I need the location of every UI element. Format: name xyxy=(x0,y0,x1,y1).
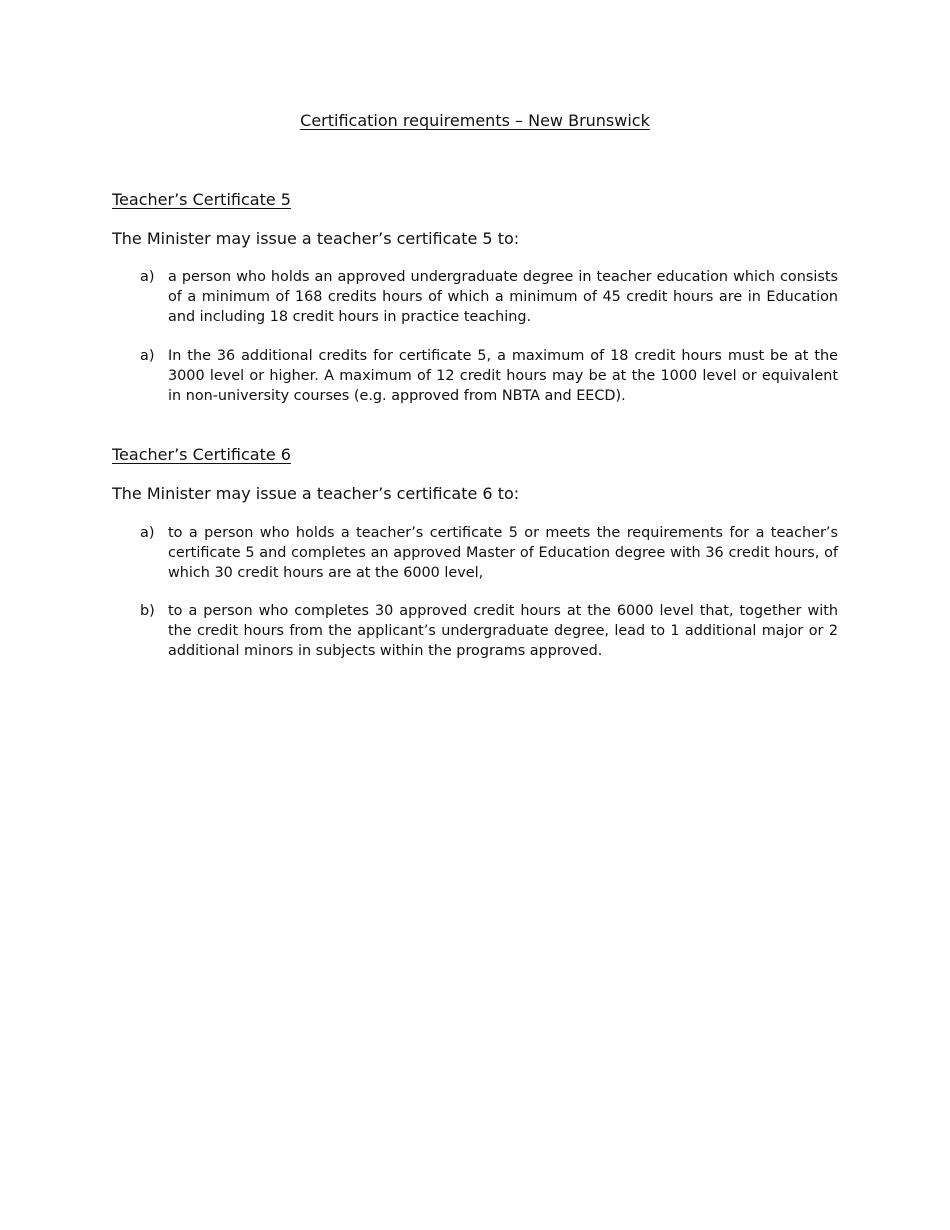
list-item-text: In the 36 additional credits for certificate 5, a maximum of 18 credit hours must be at the 3000 level or higher. A maximum of 12 credit hours may be at the 1000 level or equivalent in non-university courses (e.g. approved from NBTA and EECD). xyxy=(168,348,838,404)
section-heading-certificate-6: Teacher’s Certificate 6 xyxy=(112,445,291,464)
list-item xyxy=(140,602,838,661)
section-intro-certificate-6: The Minister may issue a teacher’s certificate 6 to: xyxy=(112,484,520,503)
list-item xyxy=(140,347,838,406)
list-item-text: a person who holds an approved undergraduate degree in teacher education which consists of a minimum of 168 credits hours of which a minimum of 45 credit hours are in Education and including 18 credit hours in practice teaching. xyxy=(168,269,838,325)
section-intro-certificate-5: The Minister may issue a teacher’s certificate 5 to: xyxy=(112,229,520,248)
list-item xyxy=(140,268,838,327)
list-item-text: to a person who holds a teacher’s certificate 5 or meets the requirements for a teacher’s certificate 5 and completes an approved Master of Education degree with 36 credit hours, of which 30 credit hours are at the 6000 level, xyxy=(168,525,838,581)
list-item xyxy=(140,524,838,583)
section-heading-certificate-5: Teacher’s Certificate 5 xyxy=(112,190,291,209)
list-item-marker: a) xyxy=(140,348,155,364)
document-title: Certification requirements – New Brunswick xyxy=(300,111,650,130)
document-title-wrapper xyxy=(0,110,950,132)
list-item-marker: b) xyxy=(140,603,155,619)
list-item-marker: a) xyxy=(140,269,155,285)
list-item-text: to a person who completes 30 approved credit hours at the 6000 level that, together with the credit hours from the applicant’s undergraduate degree, lead to 1 additional major or 2 additional minors in subjects within the programs approved. xyxy=(168,603,838,659)
list-item-marker: a) xyxy=(140,525,155,541)
